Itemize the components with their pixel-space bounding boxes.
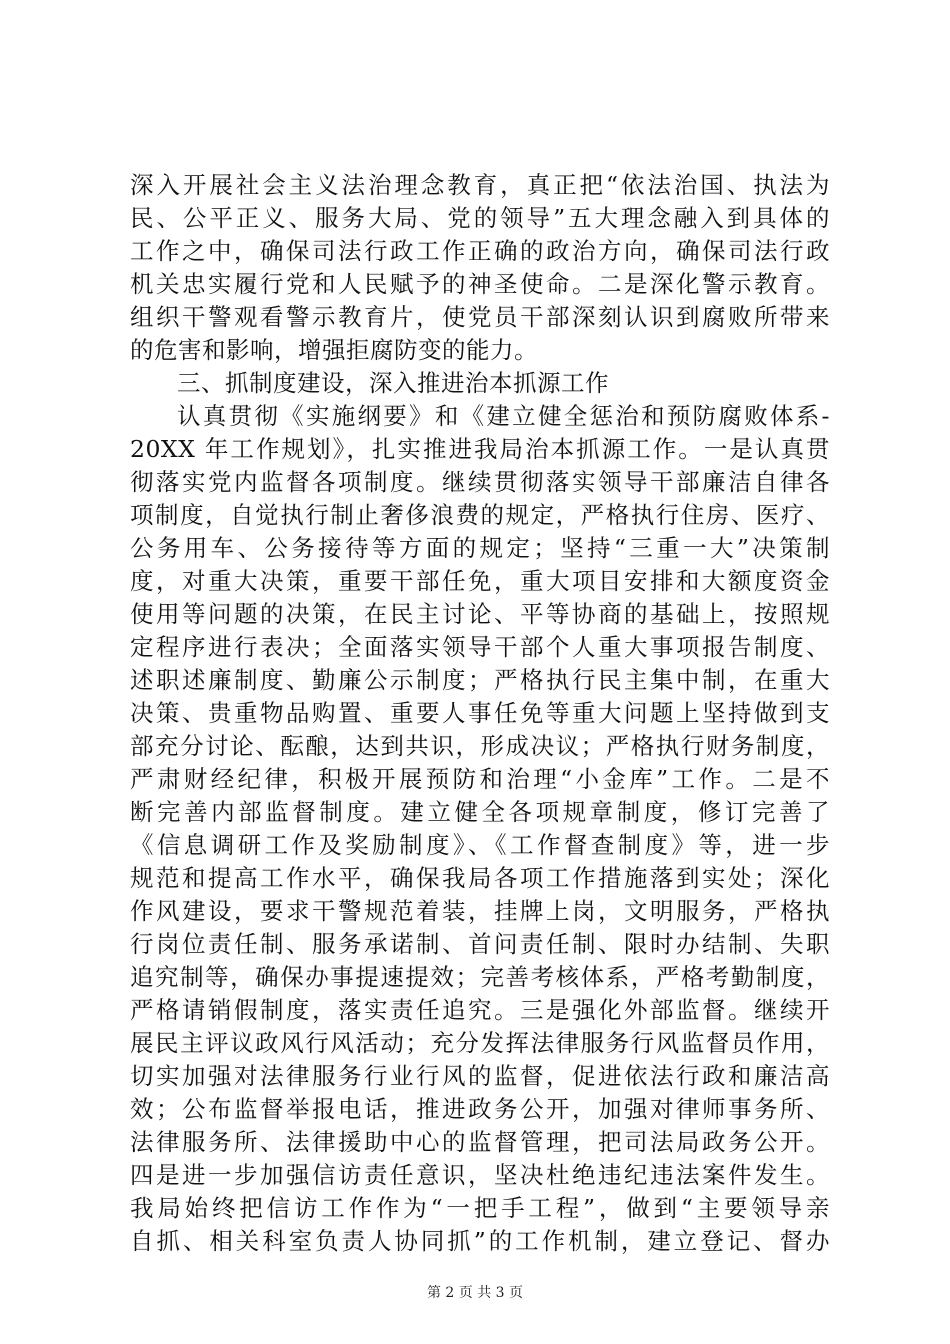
text-line: 工作之中，确保司法行政工作正确的政治方向，确保司法行政 bbox=[130, 237, 830, 265]
heading-line: 三、抓制度建设，深入推进治本抓源工作 bbox=[177, 369, 609, 397]
text-line: 法律服务所、法律援助中心的监督管理，把司法局政务公开。 bbox=[130, 1128, 830, 1156]
text-line: 严肃财经纪律，积极开展预防和治理“小金库”工作。二是不 bbox=[130, 765, 830, 793]
text-line: 自抓、相关科室负责人协同抓”的工作机制，建立登记、督办 bbox=[130, 1227, 830, 1255]
text-line: 认真贯彻《实施纲要》和《建立健全惩治和预防腐败体系- bbox=[177, 402, 830, 430]
text-line: 项制度，自觉执行制止奢侈浪费的规定，严格执行住房、医疗、 bbox=[130, 501, 830, 529]
text-line: 效；公布监督举报电话，推进政务公开，加强对律师事务所、 bbox=[130, 1095, 830, 1123]
text-line: 规范和提高工作水平，确保我局各项工作措施落到实处；深化 bbox=[130, 864, 830, 892]
text-line: 决策、贵重物品购置、重要人事任免等重大问题上坚持做到支 bbox=[130, 699, 830, 727]
paragraph-continuation bbox=[130, 169, 830, 367]
paragraph-body bbox=[130, 400, 830, 1258]
document-body bbox=[130, 169, 830, 1258]
text-line: 作风建设，要求干警规范着装，挂牌上岗，文明服务，严格执 bbox=[130, 897, 830, 925]
text-line: 组织干警观看警示教育片，使党员干部深刻认识到腐败所带来 bbox=[130, 303, 830, 331]
text-line: 四是进一步加强信访责任意识，坚决杜绝违纪违法案件发生。 bbox=[130, 1161, 830, 1189]
text-line: 的危害和影响，增强拒腐防变的能力。 bbox=[130, 336, 538, 364]
text-line: 追究制等，确保办事提速提效；完善考核体系，严格考勤制度， bbox=[130, 963, 830, 991]
page-number: 第 2 页 共 3 页 bbox=[426, 1285, 524, 1301]
text-line: 机关忠实履行党和人民赋予的神圣使命。二是深化警示教育。 bbox=[130, 270, 830, 298]
text-line: 20XX 年工作规划》，扎实推进我局治本抓源工作。一是认真贯 bbox=[130, 435, 830, 463]
text-line: 述职述廉制度、勤廉公示制度；严格执行民主集中制，在重大 bbox=[130, 666, 830, 694]
section-heading bbox=[130, 367, 830, 400]
text-line: 展民主评议政风行风活动；充分发挥法律服务行风监督员作用， bbox=[130, 1029, 830, 1057]
text-line: 断完善内部监督制度。建立健全各项规章制度，修订完善了 bbox=[130, 798, 830, 826]
text-line: 《信息调研工作及奖励制度》、《工作督查制度》等，进一步 bbox=[130, 831, 830, 859]
text-line: 我局始终把信访工作作为“一把手工程”，做到“主要领导亲 bbox=[130, 1194, 830, 1222]
text-line: 部充分讨论、酝酿，达到共识，形成决议；严格执行财务制度， bbox=[130, 732, 830, 760]
text-line: 民、公平正义、服务大局、党的领导”五大理念融入到具体的 bbox=[130, 204, 830, 232]
text-line: 使用等问题的决策，在民主讨论、平等协商的基础上，按照规 bbox=[130, 600, 830, 628]
text-line: 深入开展社会主义法治理念教育，真正把“依法治国、执法为 bbox=[130, 171, 830, 199]
text-line: 彻落实党内监督各项制度。继续贯彻落实领导干部廉洁自律各 bbox=[130, 468, 830, 496]
text-line: 严格请销假制度，落实责任追究。三是强化外部监督。继续开 bbox=[130, 996, 830, 1024]
text-line: 度，对重大决策，重要干部任免，重大项目安排和大额度资金 bbox=[130, 567, 830, 595]
page-footer bbox=[0, 1282, 950, 1302]
text-line: 定程序进行表决；全面落实领导干部个人重大事项报告制度、 bbox=[130, 633, 830, 661]
text-line: 行岗位责任制、服务承诺制、首问责任制、限时办结制、失职 bbox=[130, 930, 830, 958]
text-line: 切实加强对法律服务行业行风的监督，促进依法行政和廉洁高 bbox=[130, 1062, 830, 1090]
text-line: 公务用车、公务接待等方面的规定；坚持“三重一大”决策制 bbox=[130, 534, 830, 562]
